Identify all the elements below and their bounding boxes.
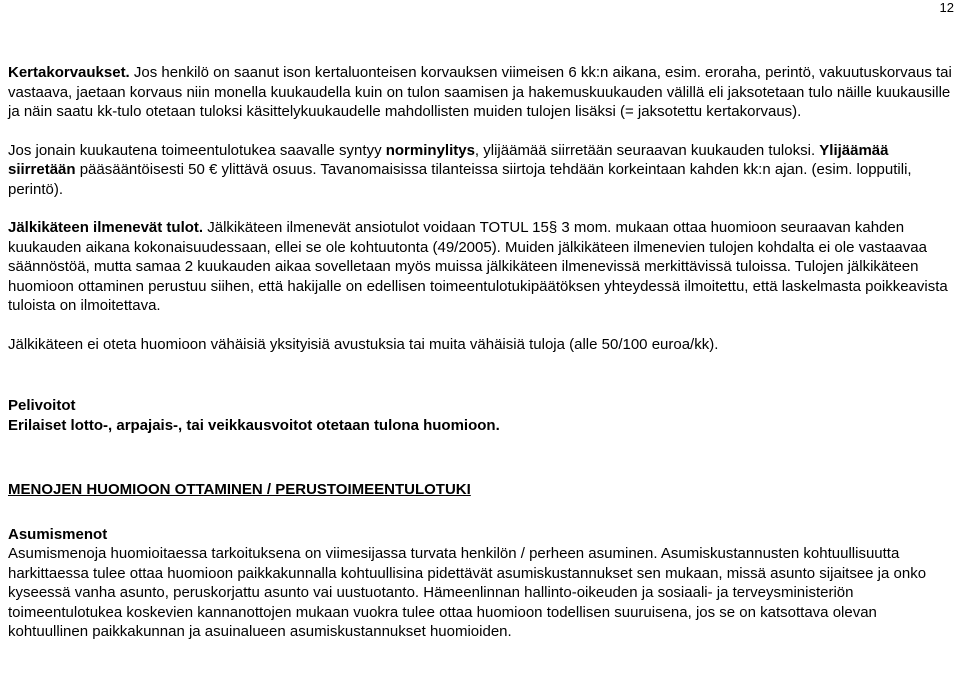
norminylitys-bold: norminylitys [385, 141, 475, 159]
jalkikateen-lead: Jälkikäteen ilmenevät tulot. [8, 219, 204, 236]
section-heading: MENOJEN HUOMIOON OTTAMINEN / PERUSTOIMEENTULOTUKI [8, 481, 471, 498]
norminylitys-text-1: Jos jonain kuukautena toimeentulotukea saavalle syntyy [8, 141, 386, 159]
kertakorvaukset-text: Jos henkilö on saanut ison kertaluonteisen korvauksen viimeisen 6 kk:n aikana, esim. eroraha, perintö, vakuutuskorvaus tai vastaava, jaetaan korvaus niin monella kuukaudella kuin on tulon saamisen ja hakemuskuukauden välillä eli jaksotetaan tulo näille kuukausille ja näin saatu kk-tulo otetaan tuloksi käsittelykuukaudelle mahdollisten muiden tulojen lisäksi (= jaksotettu kertakorvaus). [8, 64, 952, 120]
paragraph-norminylitys [8, 141, 956, 200]
kertakorvaukset-lead: Kertakorvaukset. [8, 64, 130, 81]
norminylitys-text-2: , ylijäämää siirretään seuraavan kuukauden tuloksi. [474, 141, 820, 159]
pelivoitot-heading: Pelivoitot [8, 397, 76, 414]
asumismenot-text: Asumismenoja huomioitaessa tarkoituksena on viimesijassa turvata henkilön / perheen asuminen. Asumiskustannusten kohtuullisuutta harkittaessa tulee ottaa huomioon paikkakunnalla kohtuullisina pidettävät asumiskustannukset sen mukaan, missä asunto sijaitsee ja onko kyseessä vanha asunto, peruskorjattu asunto vai uustuotanto. Hämeenlinnan hallinto-oikeuden ja sosiaali- ja terveysministeriön toimeentulotukea koskevien kannanottojen mukaan vuokra tulee ottaa huomioon todellisen suuruisena, jos se on katsottava olevan kohtuullinen paikkakunnan ja asuinalueen asumiskustannukset huomioiden. [8, 545, 927, 640]
asumismenot-heading: Asumismenot [8, 525, 108, 543]
norminylitys-text-3: pääsääntöisesti 50 € ylittävä osuus. Tavanomaisissa tilanteissa siirtoja tehdään korkeintaan kahden kk:n ajan. (esim. lopputili, perintö). [8, 161, 912, 198]
ylijaama-bold: Ylijäämää siirretään [8, 141, 889, 178]
jalkikateen-text: Jälkikäteen ilmenevät ansiotulot voidaan TOTUL 15§ 3 mom. mukaan ottaa huomioon seuraavan kahden kuukauden aikana kokonaisuudessaan, ellei se ole kohtuutonta (49/2005). Muiden jälkikäteen ilmenevien tulojen kohdalta ei ole vastaavaa säännöstöä, mutta samaa 2 kuukauden aikaa sovelletaan myös muissa jälkikäteen ilmenevissä merkittävissä tuloissa. Tulojen jälkikäteen huomioon ottaminen perustuu siihen, että hakijalle on edellisen toimeentulotukipäätöksen yhteydessä ilmoitettu, että laskelmasta poikkeavista tuloista on ilmoitettava. [8, 219, 948, 314]
paragraph-vahaiset-tulot: Jälkikäteen ei oteta huomioon vähäisiä yksityisiä avustuksia tai muita vähäisiä tuloja (alle 50/100 euroa/kk). [8, 335, 719, 353]
document-body [8, 63, 956, 642]
paragraph-jalkikateen-tulot [8, 218, 956, 316]
pelivoitot-text: Erilaiset lotto-, arpajais-, tai veikkausvoitot otetaan tulona huomioon. [8, 416, 500, 434]
paragraph-kertakorvaukset [8, 63, 956, 122]
page-number: 12 [939, 0, 954, 15]
